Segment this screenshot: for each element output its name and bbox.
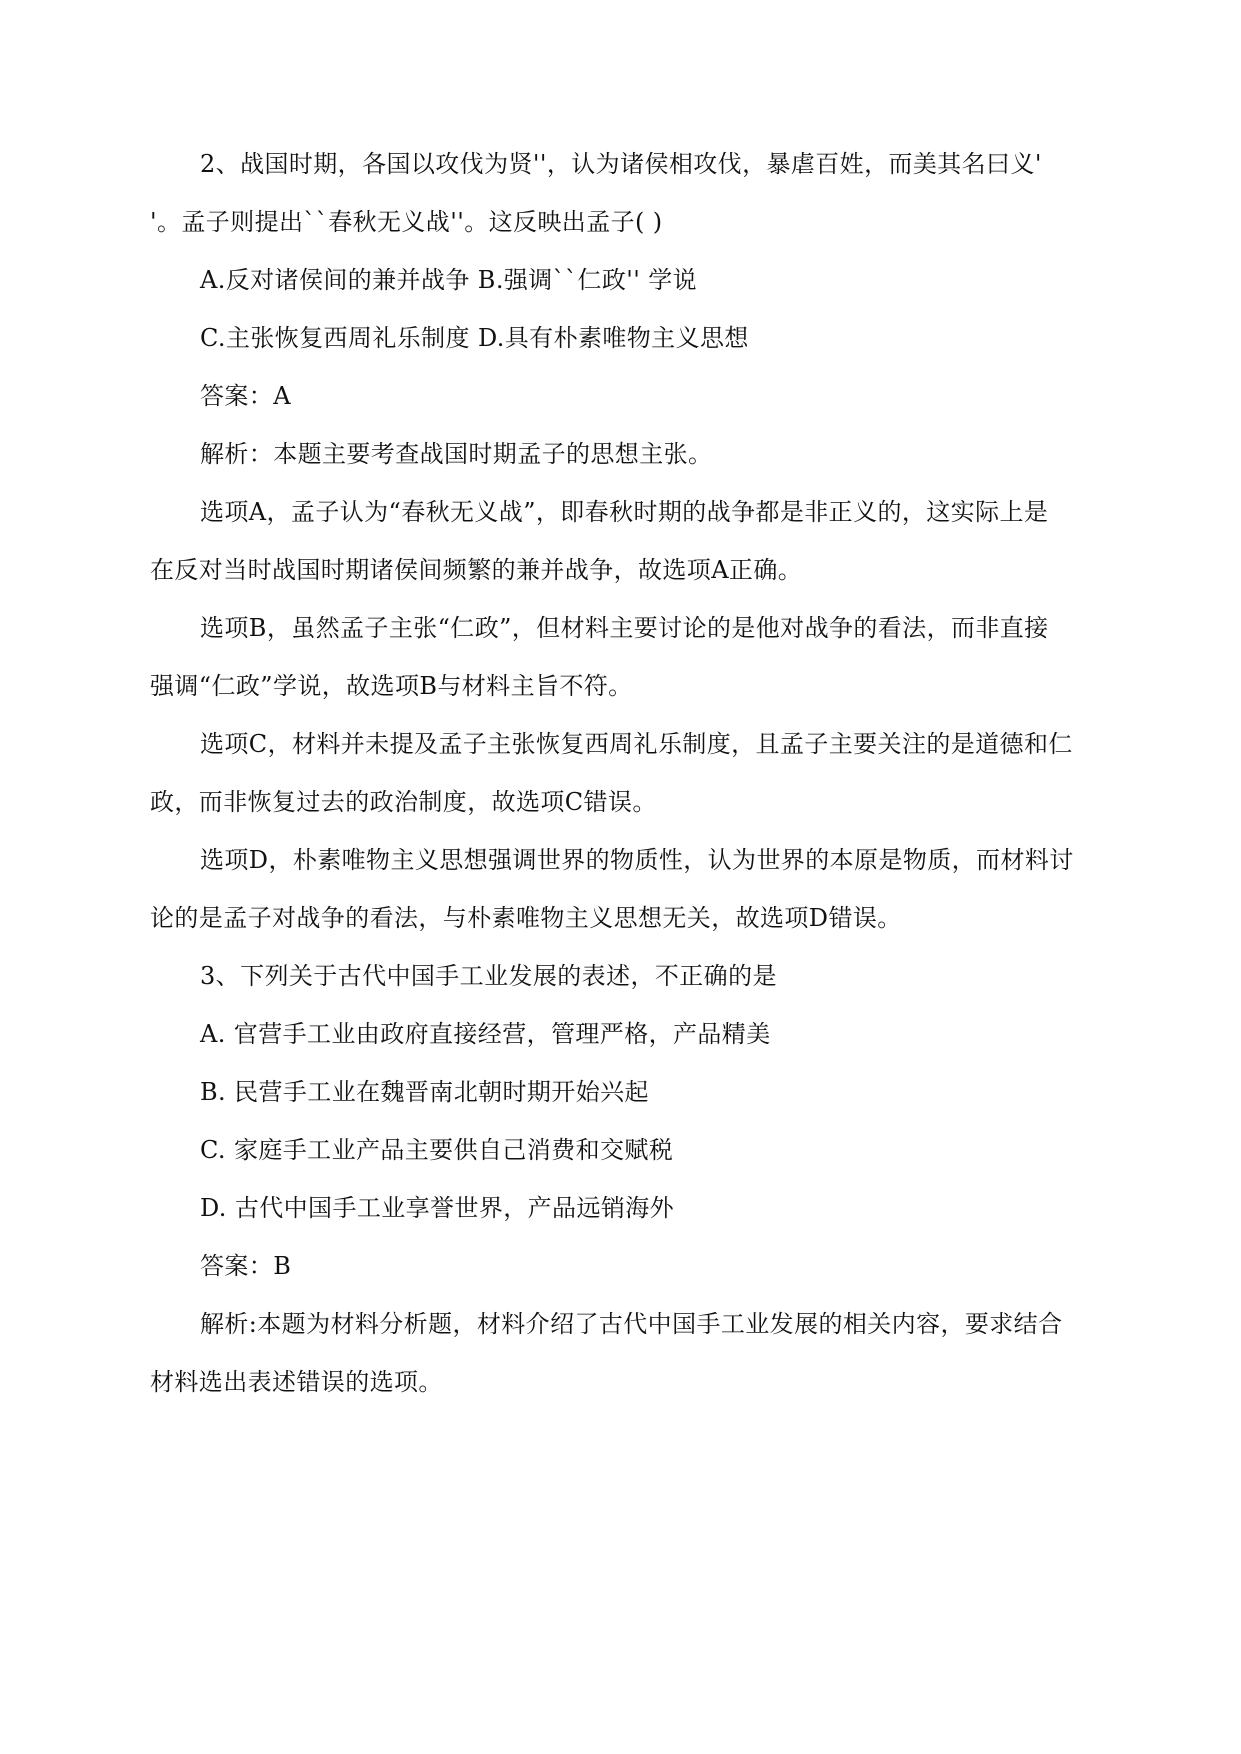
- question-3-option-b: B. 民营手工业在魏晋南北朝时期开始兴起: [200, 1078, 649, 1106]
- question-3-option-d: D. 古代中国手工业享誉世界，产品远销海外: [200, 1194, 675, 1222]
- question-2-option-b-analysis-line-1: 选项B，虽然孟子主张“仁政”，但材料主要讨论的是他对战争的看法，而非直接: [200, 614, 1049, 642]
- question-2-option-c-analysis-line-2: 政，而非恢复过去的政治制度，故选项C错误。: [150, 788, 657, 816]
- question-2-stem-line-2: '。孟子则提出``春秋无义战''。这反映出孟子( ): [150, 208, 663, 236]
- question-3-stem: 3、下列关于古代中国手工业发展的表述，不正确的是: [200, 962, 777, 990]
- question-2-options-ab: A.反对诸侯间的兼并战争 B.强调``仁政'' 学说: [200, 266, 698, 294]
- question-2-option-d-analysis-line-2: 论的是孟子对战争的看法，与朴素唯物主义思想无关，故选项D错误。: [150, 904, 902, 932]
- question-3-analysis-line-1: 解析:本题为材料分析题，材料介绍了古代中国手工业发展的相关内容，要求结合: [200, 1310, 1063, 1338]
- question-3-answer: 答案：B: [200, 1252, 292, 1280]
- question-2-option-c-analysis-line-1: 选项C，材料并未提及孟子主张恢复西周礼乐制度，且孟子主要关注的是道德和仁: [200, 730, 1073, 758]
- question-3-option-c: C. 家庭手工业产品主要供自己消费和交赋税: [200, 1136, 674, 1164]
- question-2-option-a-analysis-line-2: 在反对当时战国时期诸侯间频繁的兼并战争，故选项A正确。: [150, 556, 803, 584]
- question-2-answer: 答案：A: [200, 382, 291, 410]
- question-2-stem-line-1: 2、战国时期，各国以攻伐为贤''，认为诸侯相攻伐，暴虐百姓，而美其名曰义': [200, 150, 1042, 178]
- question-2-option-b-analysis-line-2: 强调“仁政”学说，故选项B与材料主旨不符。: [150, 672, 633, 700]
- question-3-option-a: A. 官营手工业由政府直接经营，管理严格，产品精美: [200, 1020, 771, 1048]
- question-2-analysis: 解析：本题主要考查战国时期孟子的思想主张。: [200, 440, 713, 468]
- question-3-analysis-line-2: 材料选出表述错误的选项。: [150, 1368, 443, 1396]
- question-2-option-a-analysis-line-1: 选项A，孟子认为“春秋无义战”，即春秋时期的战争都是非正义的，这实际上是: [200, 498, 1049, 526]
- question-2-option-d-analysis-line-1: 选项D，朴素唯物主义思想强调世界的物质性，认为世界的本原是物质，而材料讨: [200, 846, 1074, 874]
- question-2-options-cd: C.主张恢复西周礼乐制度 D.具有朴素唯物主义思想: [200, 324, 749, 352]
